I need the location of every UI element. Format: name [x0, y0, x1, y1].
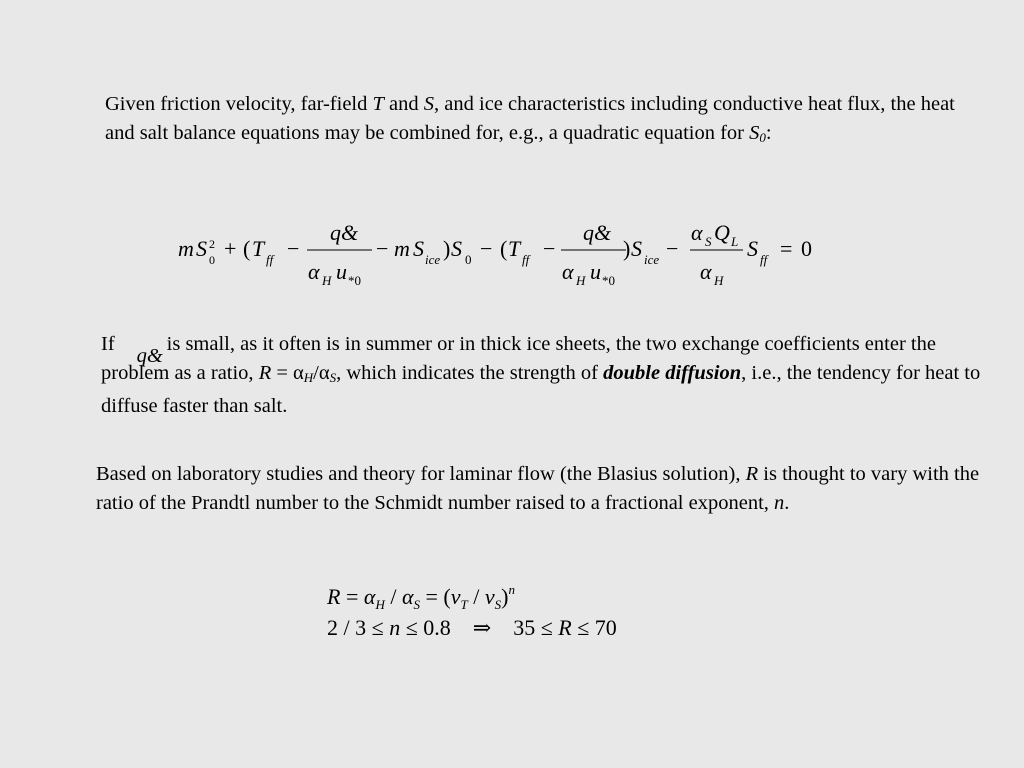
eq1-Q: Q	[714, 220, 730, 245]
eq1-rhs: 0	[801, 236, 812, 261]
blasius-period: .	[784, 492, 790, 514]
eq1-qdot-1: q&	[330, 220, 359, 245]
eq1-minus-1: −	[287, 236, 300, 261]
eq2-nu-T: ν	[450, 584, 461, 609]
eq1-minus-3: −	[480, 236, 493, 261]
eq1-sup2: 2	[209, 237, 215, 251]
alpha-S-subscript: S	[329, 370, 337, 385]
eq1-H-1: H	[322, 273, 332, 288]
eq2-S: S	[413, 597, 421, 612]
var-S0: S	[749, 122, 760, 144]
eq1-alpha-3: α	[691, 220, 703, 245]
eq1-H-2: H	[576, 273, 586, 288]
eq1-u-1: u	[336, 259, 347, 284]
intro-text-2: and	[383, 93, 424, 115]
var-S0-subscript: 0	[759, 130, 766, 145]
eq2-H: H	[375, 597, 385, 612]
ratio-text-1: is small, as it often is in summer or in thick ice sheets, the two exchange coefficients enter the problem as a ratio,	[101, 333, 936, 384]
eq1-ff-1: ff	[266, 252, 274, 267]
eq1-S: S	[196, 236, 207, 261]
eq1-minus-5: −	[666, 236, 679, 261]
alpha-H-subscript: H	[303, 370, 314, 385]
eq2-lparen: = (	[420, 584, 451, 609]
eq1-star0-1: *0	[348, 273, 361, 288]
eq1-S-5: S	[747, 236, 758, 261]
eq1-T-1: T	[252, 236, 265, 261]
eq1-S-3: S	[451, 236, 462, 261]
eq2-slash-1: /	[384, 584, 402, 609]
eq1-minus-2: −	[376, 236, 389, 261]
eq2-alpha-S: α	[401, 584, 414, 609]
eq1-qdot-2: q&	[583, 220, 612, 245]
if-word: If	[101, 333, 115, 355]
eq1-u-2: u	[590, 259, 601, 284]
var-S: S	[423, 93, 435, 115]
eq1-plus: +	[224, 236, 237, 261]
ratio-text-3: /α	[313, 362, 330, 384]
eq2-T: T	[460, 597, 468, 612]
eq3-n: n	[389, 615, 401, 640]
eq2-R: R	[327, 584, 341, 609]
ratio-text-2: = α	[271, 362, 304, 384]
eq3-text-2: ≤ 0.8 ⇒ 35 ≤	[400, 615, 559, 640]
eq2-rparen: )	[501, 584, 509, 609]
eq2-S-2: S	[494, 597, 502, 612]
eq1-lparen-1: (	[243, 236, 251, 261]
range-equation	[327, 612, 617, 644]
var-R-2: R	[745, 463, 759, 485]
eq1-sub0-2: 0	[465, 252, 472, 267]
blasius-text-1: Based on laboratory studies and theory for laminar flow (the Blasius solution),	[96, 463, 746, 485]
ratio-text-5: , i.e., the tendency for heat to diffuse faster than salt.	[101, 362, 981, 417]
eq2-alpha-H: α	[363, 584, 376, 609]
ratio-paragraph	[101, 330, 981, 421]
eq1-ice-2: ice	[644, 252, 660, 267]
intro-text-1: Given friction velocity, far-field	[105, 93, 373, 115]
eq1-equals: =	[780, 236, 793, 261]
eq2-exponent-n: n	[508, 582, 515, 597]
eq1-alpha-2: α	[562, 259, 574, 284]
double-diffusion-term: double diffusion	[603, 362, 742, 384]
eq1-alpha-4: α	[700, 259, 712, 284]
eq1-T-2: T	[508, 236, 521, 261]
eq3-text-3: ≤ 70	[571, 615, 617, 640]
eq1-S-sub: S	[705, 234, 712, 249]
eq1-ff-2: ff	[522, 252, 530, 267]
eq3-text-1: 2 / 3 ≤	[327, 615, 390, 640]
eq3-R: R	[558, 615, 572, 640]
eq1-ice-1: ice	[425, 252, 441, 267]
eq1-L: L	[731, 234, 739, 249]
eq1-rparen-2: )	[623, 236, 631, 261]
intro-paragraph	[105, 90, 965, 152]
eq1-m-2: m	[394, 236, 410, 261]
eq2-nu-S: ν	[484, 584, 495, 609]
blasius-paragraph	[96, 460, 996, 518]
intro-text-3: , and ice characteristics including conductive heat flux, the heat and salt balance equations may be combined for, e.g., a quadratic equation for	[105, 93, 955, 144]
var-n: n	[774, 492, 785, 514]
var-T: T	[372, 93, 384, 115]
eq1-m: m	[178, 236, 194, 261]
eq1-minus-4: −	[543, 236, 556, 261]
eq1-alpha-1: α	[308, 259, 320, 284]
eq1-sub0: 0	[209, 253, 215, 267]
eq1-lparen-2: (	[500, 236, 508, 261]
ratio-text-4: , which indicates the strength of	[336, 362, 604, 384]
eq1-H-3: H	[714, 273, 724, 288]
eq2-equals: =	[340, 584, 364, 609]
eq1-S-4: S	[631, 236, 642, 261]
qdot-inline: q&	[136, 345, 163, 367]
eq1-star0-2: *0	[602, 273, 615, 288]
eq1-S-2: S	[413, 236, 424, 261]
intro-colon: :	[765, 122, 772, 144]
eq1-ff-3: ff	[760, 252, 768, 267]
eq1-rparen-1: )	[443, 236, 451, 261]
blasius-text-2: is thought to vary with the ratio of the Prandtl number to the Schmidt number raised to a fractional exponent,	[96, 463, 980, 514]
var-R: R	[258, 362, 272, 384]
eq2-slash-2: /	[467, 584, 485, 609]
